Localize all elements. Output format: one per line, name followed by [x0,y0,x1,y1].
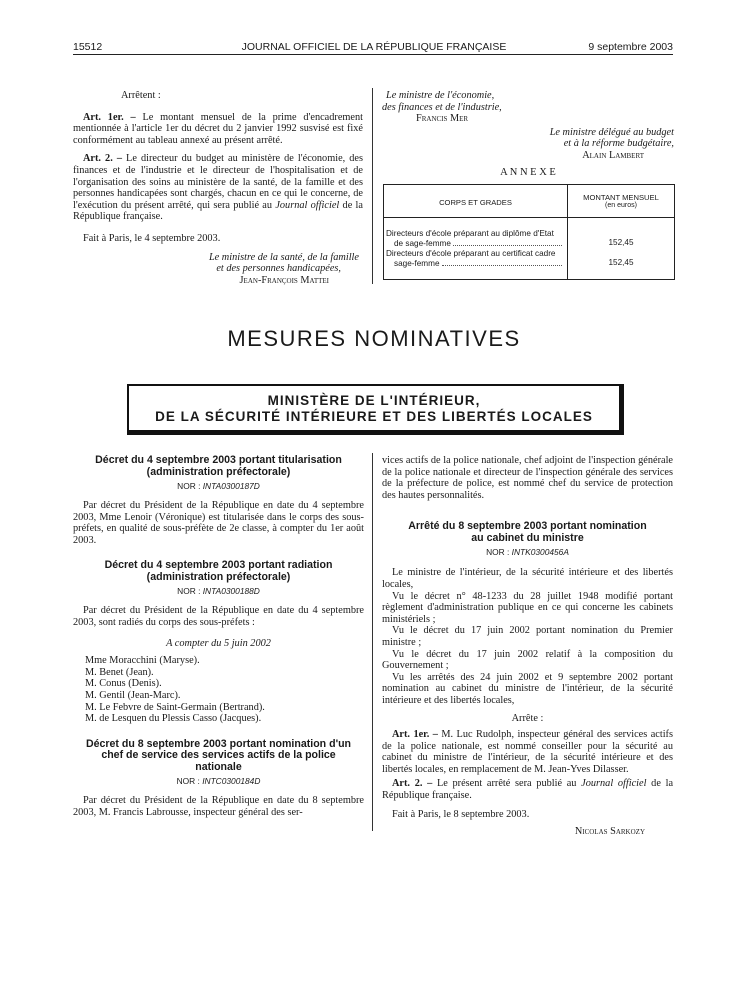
table-col1-header: CORPS ET GRADES [439,198,512,207]
arrete-art1 [382,729,673,775]
arrete-art1-label: Art. 1er. – [392,729,438,741]
top-left-minister-line1: Le ministre de la santé, de la famille [208,251,359,263]
min1-name: Francis Mer [416,113,469,125]
d2-title-line1: Décret du 4 septembre 2003 portant radiation [104,559,333,572]
arrete-nor-code: INTK0300456A [511,547,569,558]
arrete-art2 [382,778,673,801]
arrete-title-line2: au cabinet du ministre [471,531,584,544]
table-row [386,249,564,268]
arrete-fait: Fait à Paris, le 8 septembre 2003. [392,808,530,820]
d1-title-line1: Décret du 4 septembre 2003 portant titularisation [95,454,342,466]
table-row [386,229,564,248]
lower-right-column [382,455,673,838]
d1-title-line2: (administration préfectorale) [146,465,291,478]
arrete-signature: Nicolas Sarkozy [574,826,645,838]
d3-title-line3: nationale [195,760,242,773]
d1-nor-code: INTA0300187D [202,481,260,491]
d3-title-line2: chef de service des services actifs de la police [101,749,336,762]
annexe-table [383,184,675,280]
table-row-2-line2: sage-femme [394,258,440,268]
list-item: M. de Lesquen du Plessis Casso (Jacques). [85,713,262,725]
arrete-p3: Vu le décret du 17 juin 2002 portant nomination du Premier ministre ; [382,625,673,648]
d2-names-list [73,655,364,725]
min2-line2: et à la réforme budgétaire, [563,138,674,150]
table-row-1-line2: de sage-femme [394,238,451,248]
arrete-p2: Vu le décret n° 48-1233 du 28 juillet 1948 modifié portant règlement d'administration publique en ce qui concerne les cabinets ministériels ; [382,590,673,625]
table-row-1-line1: Directeurs d'école préparant au diplôme d'Etat [386,229,554,238]
min1-line1: Le ministre de l'économie, [386,90,495,101]
section-title: MESURES NOMINATIVES [227,326,521,351]
header-rule [73,54,673,55]
list-item: M. Le Febvre de Saint-Germain (Bertrand). [85,701,265,713]
min2-name: Alain Lambert [582,149,644,161]
arrete-art1-text: M. Luc Rudolph, inspecteur général des services actifs de la police nationale, est nommé conseiller pour la sécurité au cabinet du ministre de l'intérieur, de la sécurité intérieure et des libertés locales, en remplacement de M. Jean-Yves Dilasser. [382,729,673,775]
min2-line1: Le ministre délégué au budget [549,126,674,138]
ministry-line1: MINISTÈRE DE L'INTÉRIEUR, [267,393,481,408]
table-row-2-line2-wrap [386,259,564,269]
top-art2-text: Le directeur du budget au ministère de l'économie, des finances et de l'industrie et le directeur de l'hospitalisation et de l'organisation des soins au ministère de la santé, de la famille et des personnes handicapées sont chargés, chacun en ce qui le concerne, de l'exécution du présent arrêté, qui sera publié au [73,153,364,211]
journal-title: JOURNAL OFFICIEL DE LA RÉPUBLIQUE FRANÇAISE [241,41,507,53]
top-left-minister-line2: et des personnes handicapées, [216,263,341,275]
top-art1-label: Art. 1er. – [83,111,136,123]
d3-nor-code: INTC0300184D [202,776,261,787]
top-left-signature [73,252,363,287]
list-item: M. Gentil (Jean-Marc). [85,689,181,701]
arrete-title-line1: Arrêté du 8 septembre 2003 portant nomination [408,520,647,533]
top-right-column [382,90,674,178]
arrete-nor-label: NOR : [486,547,512,558]
d2-nor [73,586,364,596]
top-column-rule [372,88,373,284]
arrete-p5: Vu les arrêtés des 24 juin 2002 et 9 septembre 2002 portant nomination au cabinet du ministre de l'intérieur, de la sécurité intérieure et des libertés locales, [382,671,673,706]
arrete-art2-text: Le présent arrêté sera publié au [432,778,582,790]
top-art2-label: Art. 2. – [83,153,122,165]
top-art2-end: de la République française. [73,199,363,223]
d2-date: A compter du 5 juin 2002 [166,637,271,649]
arretent: Arrêtent : [121,90,161,101]
table-col2-header: MONTANT MENSUEL [583,193,659,202]
arrete-p1: Le ministre de l'intérieur, de la sécurité intérieure et des libertés locales, [382,567,673,590]
d2-text: Par décret du Président de la République en date du 4 septembre 2003, sont radiés du corps des sous-préfets : [73,605,364,628]
d3-nor [73,776,364,786]
top-art1-text: Le montant mensuel de la prime d'encadrement mentionnée à l'article 1er du décret du 2 janvier 1992 susvisé est fixé conformément au tableau annexé au présent arrêté. [73,111,363,146]
d2-title-line2: (administration préfectorale) [146,570,291,583]
table-row-1-line2-wrap [386,239,564,249]
annexe-title: A N N E X E [500,166,556,178]
lower-column-rule [372,453,373,831]
d1-nor [73,481,364,491]
list-item: M. Conus (Denis). [85,678,162,690]
top-art2-journal: Journal officiel [275,199,340,211]
d3-title-line1: Décret du 8 septembre 2003 portant nomination d'un [85,737,352,750]
ministry-line2: DE LA SÉCURITÉ INTÉRIEURE ET DES LIBERTÉS LOCALES [155,409,593,424]
d3-nor-label: NOR : [176,776,203,787]
d1-nor-label: NOR : [177,481,203,491]
d3-text: Par décret du Président de la République en date du 8 septembre 2003, M. Francis Labrousse, inspecteur général des ser- [73,795,364,818]
d2-nor-label: NOR : [177,586,203,597]
table-row-2-line1: Directeurs d'école préparant au certificat cadre [386,249,556,258]
table-row-2-amount: 152,45 [608,258,634,267]
top-left-column [73,90,363,286]
list-item: Mme Moracchini (Maryse). [85,655,200,667]
ministry-box [127,384,624,435]
list-item: M. Benet (Jean). [85,666,154,678]
leader-dots [453,239,562,247]
leader-dots [442,259,562,267]
table-col2-subheader: (en euros) [605,202,637,209]
arrete-nor [382,547,673,557]
arrete-p4: Vu le décret du 17 juin 2002 relatif à la composition du Gouvernement ; [382,648,673,672]
top-art1 [73,112,363,147]
min1-line2: des finances et de l'industrie, [382,101,502,113]
continued-text: vices actifs de la police nationale, chef adjoint de l'inspection générale de la police nationale et directeur de l'inspection générale des services de la préfecture de police, est nommé chef du service de protection des hautes personnalités. [382,455,673,501]
lower-left-column [73,455,364,818]
top-left-minister-name: Jean-François Mattei [239,274,329,286]
table-row-1-amount: 152,45 [608,238,634,247]
header-date: 9 septembre 2003 [588,41,673,53]
arrete-label: Arrête : [511,712,544,724]
d1-text: Par décret du Président de la République en date du 4 septembre 2003, Mme Lenoir (Véronique) est titularisée dans le corps des sous-préfets, en qualité de sous-préfète de 2e classe, à compter du 1er août 2003. [73,500,364,546]
arrete-art2-label: Art. 2. – [392,778,433,790]
arrete-art2-end: de la République française. [382,778,674,802]
table-header-divider [384,217,674,218]
page-number: 15512 [73,41,103,53]
arrete-art2-journal: Journal officiel [581,778,647,790]
top-art2 [73,153,363,223]
d2-nor-code: INTA0300188D [202,586,260,597]
top-fait: Fait à Paris, le 4 septembre 2003. [83,232,221,244]
